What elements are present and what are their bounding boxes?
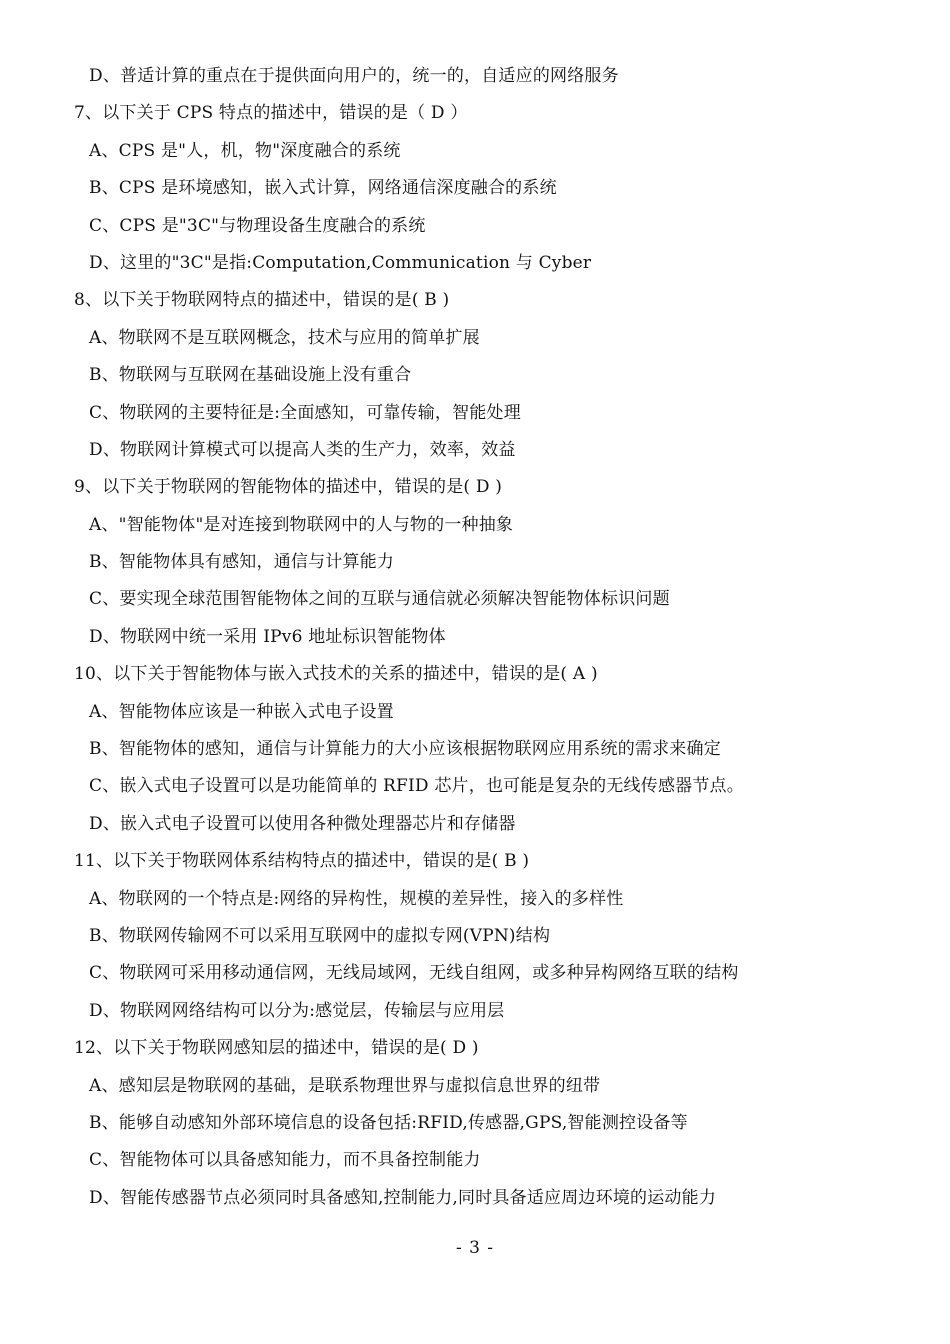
answer-option: C、智能物体可以具备感知能力，而不具备控制能力: [89, 1150, 481, 1171]
answer-option: B、智能物体具有感知，通信与计算能力: [89, 552, 395, 573]
answer-option: C、要实现全球范围智能物体之间的互联与通信就必须解决智能物体标识问题: [89, 589, 670, 610]
question-stem: 8、以下关于物联网特点的描述中，错误的是( B ): [74, 290, 450, 311]
answer-option: B、物联网与互联网在基础设施上没有重合: [89, 365, 412, 386]
answer-option: D、智能传感器节点必须同时具备感知,控制能力,同时具备适应周边环境的运动能力: [89, 1187, 717, 1208]
answer-option: D、嵌入式电子设置可以使用各种微处理器芯片和存储器: [89, 813, 516, 834]
question-stem: 11、以下关于物联网体系结构特点的描述中，错误的是( B ): [74, 851, 530, 872]
answer-option: A、CPS 是"人，机，物"深度融合的系统: [89, 140, 401, 161]
answer-option: A、物联网的一个特点是:网络的异构性，规模的差异性，接入的多样性: [89, 888, 624, 909]
answer-option: B、智能物体的感知，通信与计算能力的大小应该根据物联网应用系统的需求来确定: [89, 739, 721, 760]
answer-option: B、CPS 是环境感知，嵌入式计算，网络通信深度融合的系统: [89, 178, 557, 199]
answer-option: C、物联网可采用移动通信网，无线局域网，无线自组网，或多种异构网络互联的结构: [89, 963, 739, 984]
answer-option: D、物联网计算模式可以提高人类的生产力，效率，效益: [89, 439, 516, 460]
question-stem: 12、以下关于物联网感知层的描述中，错误的是( D ): [74, 1038, 479, 1059]
answer-option: D、物联网网络结构可以分为:感觉层，传输层与应用层: [89, 1000, 505, 1021]
answer-option: D、这里的"3C"是指:Computation,Communication 与 Cyber: [89, 252, 592, 273]
answer-option: D、物联网中统一采用 IPv6 地址标识智能物体: [89, 626, 446, 647]
answer-option: A、感知层是物联网的基础，是联系物理世界与虚拟信息世界的纽带: [89, 1075, 601, 1096]
answer-option: A、"智能物体"是对连接到物联网中的人与物的一种抽象: [89, 514, 514, 535]
question-stem: 7、以下关于 CPS 特点的描述中，错误的是（ D ）: [74, 103, 468, 124]
page-number: - 3 -: [455, 1238, 495, 1258]
answer-option: C、物联网的主要特征是:全面感知，可靠传输，智能处理: [89, 402, 521, 423]
answer-option: D、普适计算的重点在于提供面向用户的，统一的，自适应的网络服务: [89, 66, 619, 86]
question-stem: 10、以下关于智能物体与嵌入式技术的关系的描述中，错误的是( A ): [74, 664, 598, 685]
answer-option: C、嵌入式电子设置可以是功能简单的 RFID 芯片，也可能是复杂的无线传感器节点。: [89, 776, 744, 797]
question-list: [74, 58, 894, 1217]
answer-option: C、CPS 是"3C"与物理设备生度融合的系统: [89, 215, 426, 236]
question-stem: 9、以下关于物联网的智能物体的描述中，错误的是( D ): [74, 477, 503, 498]
answer-option: A、物联网不是互联网概念，技术与应用的简单扩展: [89, 327, 480, 348]
answer-option: A、智能物体应该是一种嵌入式电子设置: [89, 701, 394, 722]
answer-option: B、能够自动感知外部环境信息的设备包括:RFID,传感器,GPS,智能测控设备等: [89, 1112, 688, 1133]
answer-option: B、物联网传输网不可以采用互联网中的虚拟专网(VPN)结构: [89, 925, 551, 946]
